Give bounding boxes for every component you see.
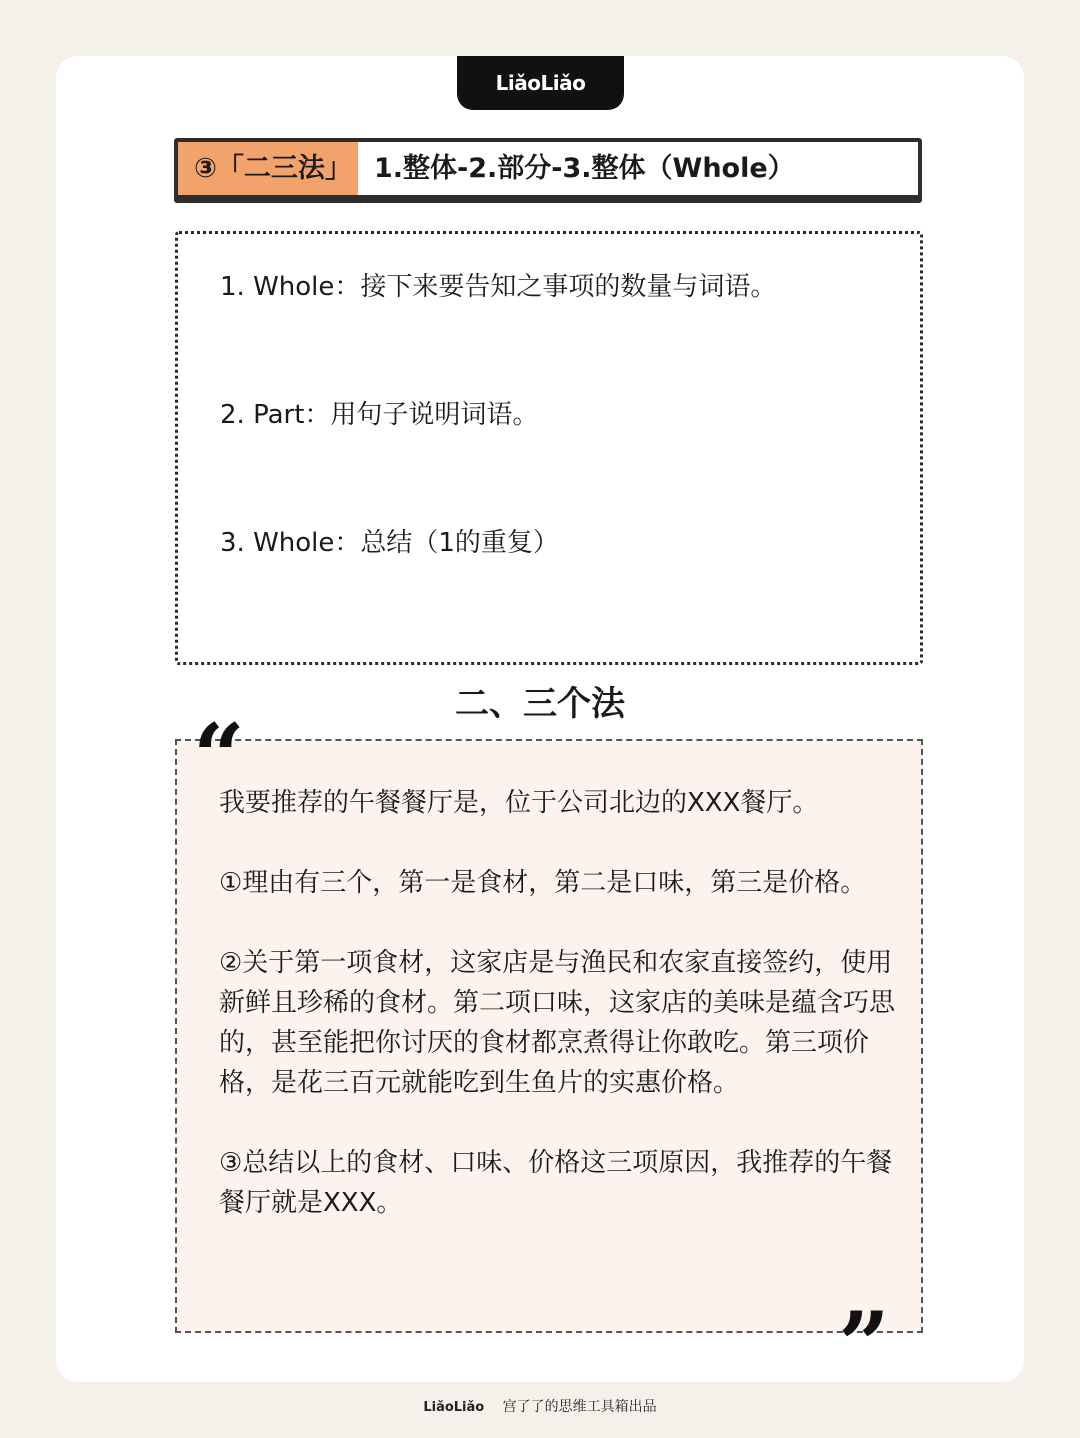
- footer-logo: LiǎoLiǎo: [423, 1400, 485, 1415]
- close-quote-icon: ”: [838, 1300, 890, 1360]
- brand-logo: LiǎoLiǎo: [457, 56, 624, 110]
- step-item-1: 1. Whole：接下来要告知之事项的数量与词语。: [220, 272, 777, 302]
- example-paragraph: ②关于第一项食材，这家店是与渔民和农家直接签约，使用新鲜且珍稀的食材。第二项口味，这家店的美味是蕴含巧思的，甚至能把你讨厌的食材都烹煮得让你敢吃。第三项价格，是花三百元就能吃到生鱼片的实惠价格。: [219, 948, 896, 1098]
- whole-part-whole-box: [175, 231, 923, 665]
- section-title-bar: [174, 138, 922, 199]
- example-paragraph: ①理由有三个，第一是食材，第二是口味，第三是价格。: [219, 868, 867, 898]
- step-item-3: 3. Whole：总结（1的重复）: [220, 528, 559, 558]
- section-heading: 二、三个法: [455, 684, 625, 724]
- example-paragraph: ③总结以上的食材、口味、价格这三项原因，我推荐的午餐餐厅就是XXX。: [219, 1148, 893, 1218]
- open-quote-icon: “: [193, 712, 245, 772]
- footer-text: 宫了了的思维工具箱出品: [502, 1399, 657, 1415]
- step-item-2: 2. Part：用句子说明词语。: [220, 400, 539, 430]
- example-box: [175, 739, 923, 1333]
- example-text: [219, 783, 909, 1223]
- footer: [0, 1396, 1080, 1419]
- section-tag: ③「二三法」: [178, 142, 358, 195]
- section-title: 1.整体-2.部分-3.整体（Whole）: [374, 153, 795, 184]
- example-paragraph: 我要推荐的午餐餐厅是，位于公司北边的XXX餐厅。: [219, 788, 819, 818]
